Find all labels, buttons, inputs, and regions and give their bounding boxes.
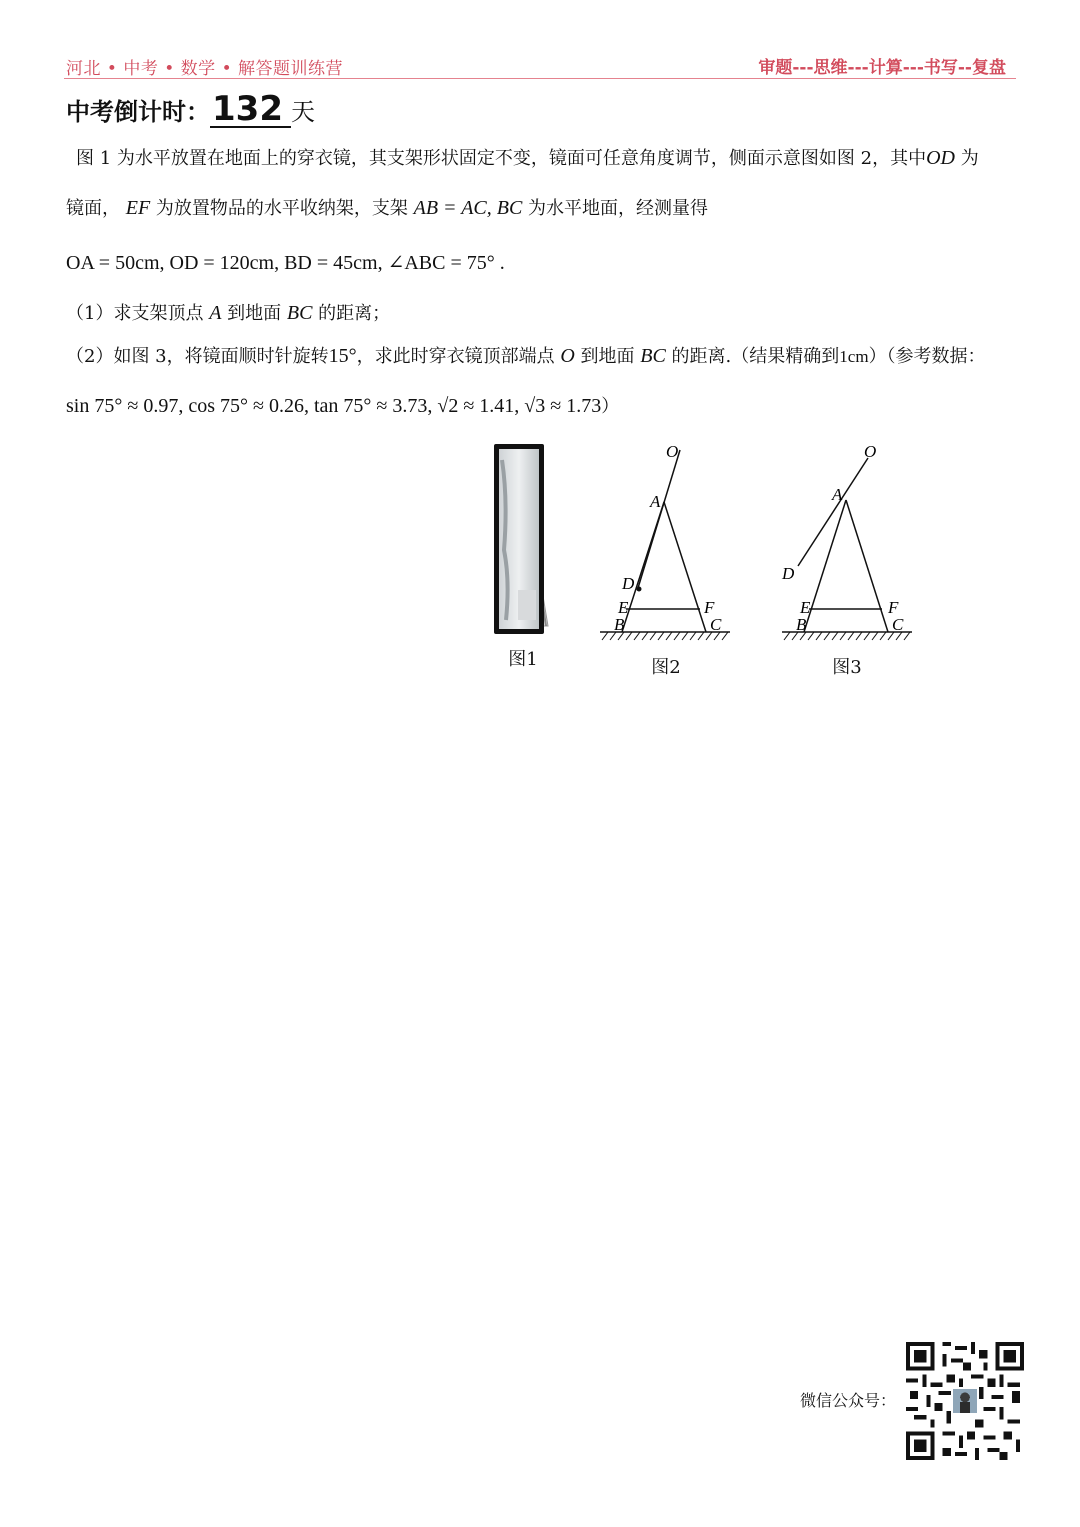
text: 为放置物品的水平收纳架，支架 (150, 198, 414, 219)
text: 到地面 (221, 303, 287, 324)
figure-1-caption: 图1 (508, 649, 538, 670)
question-2 (66, 343, 1016, 370)
label-o: O (864, 442, 877, 461)
math-ef: EF (125, 197, 151, 219)
text: 的距离； (312, 303, 391, 324)
countdown-label: 中考倒计时： (66, 98, 210, 126)
math-o: O (560, 345, 575, 367)
text: 镜面， (66, 198, 120, 219)
header-divider (64, 78, 1016, 79)
text: ）（参考数据： (868, 346, 986, 367)
label-c: C (710, 615, 722, 634)
label-c: C (892, 615, 904, 634)
math-bc: BC (640, 345, 666, 367)
text: 为 (954, 148, 979, 169)
problem-line-1 (76, 145, 1026, 172)
figure-1 (488, 440, 558, 671)
math-15deg: 15° (328, 345, 357, 367)
reference-data (66, 393, 1016, 420)
text: 的距离.（结果精确到 (665, 346, 840, 367)
figure-2-diagram (596, 438, 736, 648)
label-f: F (704, 598, 715, 617)
header-right-motto: 审题---思维---计算---书写--复盘 (758, 58, 1006, 78)
figure-3-diagram (776, 438, 918, 648)
label-a: A (650, 492, 661, 511)
figure-3-caption: 图3 (832, 657, 862, 678)
label-e: E (800, 598, 811, 617)
mirror-illustration (488, 440, 558, 640)
label-a: A (832, 485, 843, 504)
label-d: D (622, 574, 635, 593)
math-1cm: 1cm (839, 347, 869, 366)
math-bc: BC (286, 302, 313, 324)
figure-3 (776, 438, 918, 679)
problem-line-2 (66, 195, 1016, 222)
label-d: D (782, 564, 795, 583)
countdown-unit: 天 (290, 98, 315, 126)
label-b: B (796, 615, 807, 634)
text: （2）如图 3，将镜面顺时针旋转 (66, 346, 329, 367)
label-e: E (618, 598, 629, 617)
text: 为水平地面，经测量得 (522, 198, 709, 219)
header-left-title: 河北 • 中考 • 数学 • 解答题训练营 (66, 59, 344, 79)
text: （1）求支架顶点 (66, 303, 210, 324)
math-reference: sin 75° ≈ 0.97, cos 75° ≈ 0.26, tan 75° ≈ 3.73, √2 ≈ 1.41, √3 ≈ 1.73 (66, 395, 602, 417)
figure-2 (596, 438, 736, 679)
wechat-qr-code-icon (906, 1342, 1024, 1460)
problem-line-3 (66, 250, 1016, 277)
math-od: OD (926, 147, 955, 169)
text: ，求此时穿衣镜顶部端点 (356, 346, 561, 367)
countdown (66, 89, 315, 129)
label-f: F (888, 598, 899, 617)
text: 图 1 为水平放置在地面上的穿衣镜，其支架形状固定不变，镜面可任意角度调节，侧面示意图如图 2，其中 (76, 148, 927, 169)
label-o: O (666, 442, 679, 461)
math-measurements: OA = 50cm, OD = 120cm, BD = 45cm, ∠ABC = 75° . (66, 252, 505, 274)
math-ab-ac: AB = AC, BC (413, 197, 523, 219)
text: ） (601, 396, 620, 417)
countdown-days: 132 (210, 92, 291, 128)
math-a: A (209, 302, 222, 324)
wechat-label: 微信公众号： (800, 1391, 897, 1410)
text: 到地面 (574, 346, 641, 367)
label-b: B (614, 615, 625, 634)
question-1 (66, 300, 1016, 327)
figure-2-caption: 图2 (651, 657, 681, 678)
